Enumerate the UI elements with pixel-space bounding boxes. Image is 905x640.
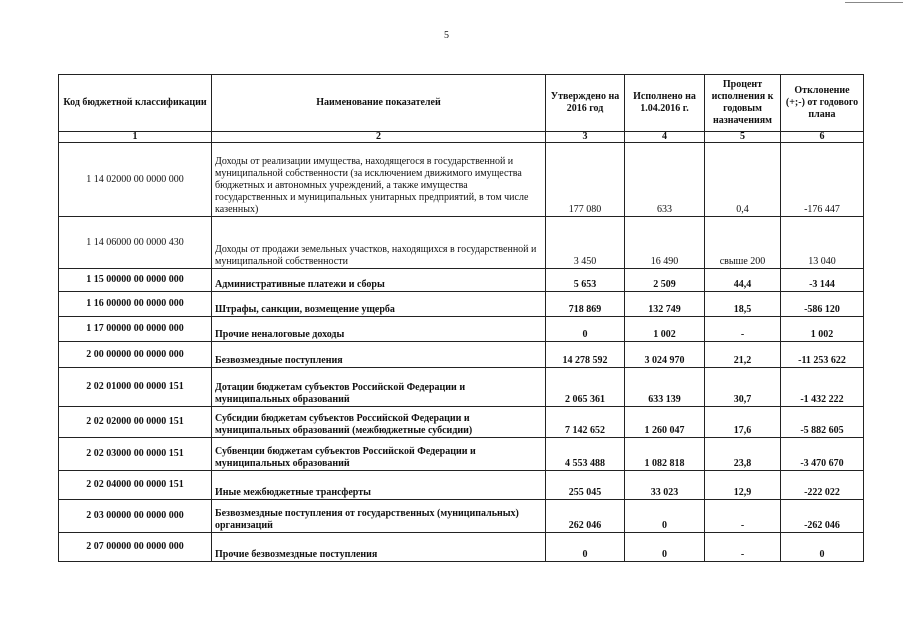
header-row	[59, 75, 864, 132]
row-code: 2 03 00000 00 0000 000	[59, 500, 212, 533]
header-code: Код бюджетной классификации	[59, 75, 212, 132]
row-executed: 3 024 970	[625, 342, 705, 368]
row-executed: 1 260 047	[625, 407, 705, 438]
row-deviation: 0	[781, 533, 864, 562]
row-percent: -	[705, 317, 781, 342]
row-approved: 4 553 488	[546, 438, 625, 471]
row-percent: 21,2	[705, 342, 781, 368]
row-name: Административные платежи и сборы	[212, 269, 546, 292]
row-executed: 0	[625, 533, 705, 562]
page-number: 5	[444, 30, 449, 41]
header-deviation: Отклонение (+;-) от годового плана	[781, 75, 864, 132]
row-deviation: -586 120	[781, 292, 864, 317]
column-number: 2	[212, 132, 546, 143]
header-percent: Процент исполнения к годовым назначениям	[705, 75, 781, 132]
row-code: 2 02 02000 00 0000 151	[59, 407, 212, 438]
row-percent: 30,7	[705, 368, 781, 407]
row-code: 2 07 00000 00 0000 000	[59, 533, 212, 562]
row-executed: 633	[625, 143, 705, 217]
corner-mark	[845, 2, 903, 3]
row-code: 1 14 02000 00 0000 000	[59, 143, 212, 217]
table-row	[59, 438, 864, 471]
row-percent: -	[705, 533, 781, 562]
row-code: 1 15 00000 00 0000 000	[59, 269, 212, 292]
table-row	[59, 217, 864, 269]
row-name: Доходы от продажи земельных участков, находящихся в государственной и муниципальной собственности	[212, 217, 546, 269]
row-approved: 718 869	[546, 292, 625, 317]
row-approved: 7 142 652	[546, 407, 625, 438]
row-approved: 14 278 592	[546, 342, 625, 368]
row-approved: 0	[546, 317, 625, 342]
row-percent: 23,8	[705, 438, 781, 471]
row-executed: 33 023	[625, 471, 705, 500]
row-executed: 1 082 818	[625, 438, 705, 471]
row-deviation: 13 040	[781, 217, 864, 269]
row-name: Прочие безвозмездные поступления	[212, 533, 546, 562]
row-percent: 0,4	[705, 143, 781, 217]
row-deviation: -176 447	[781, 143, 864, 217]
row-deviation: -3 470 670	[781, 438, 864, 471]
row-code: 2 02 04000 00 0000 151	[59, 471, 212, 500]
table-row	[59, 292, 864, 317]
row-approved: 262 046	[546, 500, 625, 533]
table-row	[59, 143, 864, 217]
row-deviation: -262 046	[781, 500, 864, 533]
row-deviation: -11 253 622	[781, 342, 864, 368]
table-row	[59, 269, 864, 292]
row-code: 1 14 06000 00 0000 430	[59, 217, 212, 269]
row-executed: 0	[625, 500, 705, 533]
row-percent: 44,4	[705, 269, 781, 292]
row-name: Дотации бюджетам субъектов Российской Федерации и муниципальных образований	[212, 368, 546, 407]
row-code: 2 02 03000 00 0000 151	[59, 438, 212, 471]
row-code: 2 02 01000 00 0000 151	[59, 368, 212, 407]
row-deviation: -5 882 605	[781, 407, 864, 438]
row-percent: 12,9	[705, 471, 781, 500]
row-deviation: -1 432 222	[781, 368, 864, 407]
row-percent: 18,5	[705, 292, 781, 317]
row-percent: 17,6	[705, 407, 781, 438]
table-row	[59, 342, 864, 368]
row-name: Субсидии бюджетам субъектов Российской Федерации и муниципальных образований (межбюджетные субсидии)	[212, 407, 546, 438]
row-deviation: -3 144	[781, 269, 864, 292]
row-name: Прочие неналоговые доходы	[212, 317, 546, 342]
budget-table	[58, 74, 864, 562]
row-percent: -	[705, 500, 781, 533]
header-executed: Исполнено на 1.04.2016 г.	[625, 75, 705, 132]
row-executed: 132 749	[625, 292, 705, 317]
row-code: 1 17 00000 00 0000 000	[59, 317, 212, 342]
column-number: 6	[781, 132, 864, 143]
row-name: Штрафы, санкции, возмещение ущерба	[212, 292, 546, 317]
row-name: Иные межбюджетные трансферты	[212, 471, 546, 500]
row-approved: 3 450	[546, 217, 625, 269]
column-number: 1	[59, 132, 212, 143]
header-approved: Утверждено на 2016 год	[546, 75, 625, 132]
table-row	[59, 317, 864, 342]
table-row	[59, 500, 864, 533]
row-executed: 16 490	[625, 217, 705, 269]
table-row	[59, 368, 864, 407]
row-deviation: 1 002	[781, 317, 864, 342]
header-name: Наименование показателей	[212, 75, 546, 132]
row-executed: 2 509	[625, 269, 705, 292]
table-row	[59, 471, 864, 500]
row-executed: 633 139	[625, 368, 705, 407]
row-code: 2 00 00000 00 0000 000	[59, 342, 212, 368]
table-row	[59, 533, 864, 562]
row-approved: 177 080	[546, 143, 625, 217]
column-number-row	[59, 132, 864, 143]
row-name: Доходы от реализации имущества, находящегося в государственной и муниципальной собственности (за исключением движимого имущества бюджетных и автономных учреждений, а также имущества государственных и муниципальных унитарных предприятий, в том числе казенных)	[212, 143, 546, 217]
row-approved: 2 065 361	[546, 368, 625, 407]
column-number: 3	[546, 132, 625, 143]
row-executed: 1 002	[625, 317, 705, 342]
row-approved: 255 045	[546, 471, 625, 500]
column-number: 4	[625, 132, 705, 143]
row-name: Безвозмездные поступления	[212, 342, 546, 368]
row-approved: 5 653	[546, 269, 625, 292]
row-deviation: -222 022	[781, 471, 864, 500]
row-approved: 0	[546, 533, 625, 562]
row-percent: свыше 200	[705, 217, 781, 269]
column-number: 5	[705, 132, 781, 143]
row-code: 1 16 00000 00 0000 000	[59, 292, 212, 317]
row-name: Безвозмездные поступления от государственных (муниципальных) организаций	[212, 500, 546, 533]
table-row	[59, 407, 864, 438]
row-name: Субвенции бюджетам субъектов Российской Федерации и муниципальных образований	[212, 438, 546, 471]
